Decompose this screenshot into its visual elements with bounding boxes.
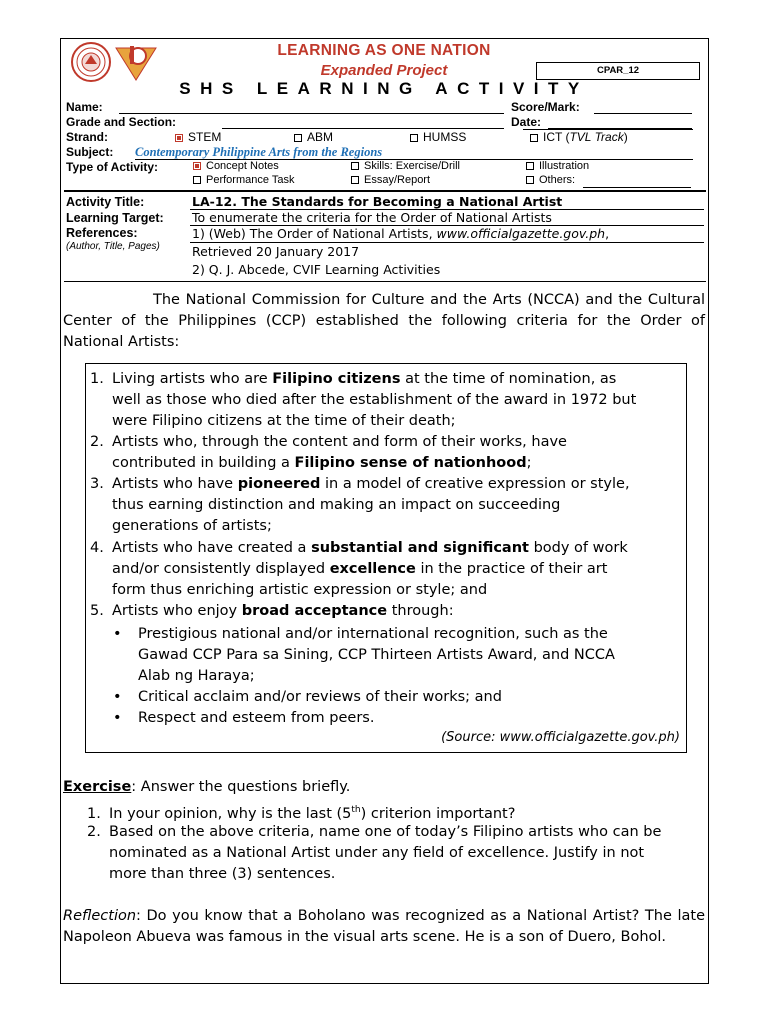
exercise-heading: Exercise: Answer the questions briefly. (63, 779, 351, 795)
strand-humss[interactable]: HUMSS (410, 130, 466, 144)
strand-label: Strand: (66, 130, 108, 144)
reference-1: 1) (Web) The Order of National Artists, www.officialgazette.gov.ph, (192, 226, 610, 241)
bullet-critical-acclaim: • Critical acclaim and/or reviews of their works; and (113, 689, 502, 705)
date-label: Date: (511, 115, 542, 129)
score-label: Score/Mark: (511, 100, 580, 114)
checkbox-icon[interactable] (410, 134, 418, 142)
source-citation: (Source: www.officialgazette.gov.ph) (441, 730, 680, 745)
references-separator (64, 281, 706, 282)
activity-type-label: Type of Activity: (66, 160, 159, 174)
subject-label: Subject: (66, 145, 114, 159)
bullet-recognition: • Prestigious national and/or international recognition, such as the Gawad CCP Para sa Sining, CCP Thirteen Artists Award, and NCCA Alab ng Haraya; (113, 626, 615, 684)
strand-stem[interactable]: STEM (175, 130, 221, 144)
bullet-respect: • Respect and esteem from peers. (113, 710, 375, 726)
checkbox-icon[interactable] (530, 134, 538, 142)
activity-title-label: Activity Title: (66, 195, 145, 209)
score-field[interactable] (594, 113, 692, 114)
type-exercise-drill[interactable]: Skills: Exercise/Drill (351, 160, 460, 172)
sheet-title: SHS LEARNING ACTIVITY (179, 79, 589, 98)
activity-title-value: LA-12. The Standards for Becoming a National Artist (192, 194, 563, 209)
grade-section-label: Grade and Section: (66, 115, 177, 129)
learning-target-value: To enumerate the criteria for the Order of National Artists (192, 210, 552, 225)
grade-section-field[interactable] (222, 128, 504, 129)
checkbox-icon[interactable] (526, 176, 534, 184)
checkbox-icon[interactable] (526, 162, 534, 170)
intro-paragraph: The National Commission for Culture and the Arts (NCCA) and the Cultural Center of the Philippines (CCP) established the following criteria for the Order of National Artists: (63, 292, 705, 350)
ict-divider (523, 129, 693, 130)
reference-1-retrieved: Retrieved 20 January 2017 (192, 244, 360, 259)
strand-abm[interactable]: ABM (294, 130, 333, 144)
references-label: References: (66, 226, 138, 240)
program-subtitle: Expanded Project (320, 62, 448, 79)
checkbox-icon[interactable] (193, 176, 201, 184)
criterion-4: 4. Artists who have created a substantial and significant body of work and/or consistently displayed excellence in the practice of their art form thus enriching artistic expression or style; and (90, 540, 628, 598)
learning-target-label: Learning Target: (66, 211, 164, 225)
criterion-2: 2. Artists who, through the content and form of their works, have contributed in building a Filipino sense of nationhood; (90, 434, 567, 471)
reference-2: 2) Q. J. Abcede, CVIF Learning Activities (192, 262, 441, 277)
strand-ict[interactable]: ICT (TVL Track) (530, 130, 628, 144)
name-label: Name: (66, 100, 103, 114)
type-others[interactable]: Others: (526, 174, 575, 186)
checkbox-icon[interactable] (351, 162, 359, 170)
name-field[interactable] (119, 113, 504, 114)
criterion-5: 5. Artists who enjoy broad acceptance through: (90, 603, 454, 619)
criterion-1: 1. Living artists who are Filipino citizens at the time of nomination, as well as those who died after the establishment of the award in 1972 but were Filipino citizens at the time of their death; (90, 371, 637, 429)
program-title: LEARNING AS ONE NATION (277, 42, 491, 59)
sheet-code: CPAR_12 (536, 62, 700, 80)
reflection-paragraph: Reflection: Do you know that a Boholano was recognized as a National Artist? The late Napoleon Abueva was famous in the visual arts scene. He is a son of Duero, Bohol. (63, 908, 705, 945)
type-essay-report[interactable]: Essay/Report (351, 174, 430, 186)
checkbox-icon[interactable] (351, 176, 359, 184)
question-1: 1. In your opinion, why is the last (5th) criterion important? (87, 805, 516, 822)
criterion-3: 3. Artists who have pioneered in a model of creative expression or style, thus earning distinction and making an impact on succeeding generations of artists; (90, 476, 630, 534)
references-note: (Author, Title, Pages) (66, 241, 160, 252)
subject-value: Contemporary Philippine Arts from the Regions (135, 145, 383, 159)
type-illustration[interactable]: Illustration (526, 160, 589, 172)
checkbox-icon[interactable] (294, 134, 302, 142)
checked-checkbox-icon[interactable] (193, 162, 201, 170)
checked-checkbox-icon[interactable] (175, 134, 183, 142)
question-2: 2. Based on the above criteria, name one of today’s Filipino artists who can be nominated as a National Artist under any field of excellence. Justify in not more than three (3) sentences. (87, 824, 662, 882)
header-separator (64, 190, 706, 192)
type-performance-task[interactable]: Performance Task (193, 174, 294, 186)
others-field[interactable] (583, 187, 691, 188)
type-concept-notes[interactable]: Concept Notes (193, 160, 279, 172)
reference-1-underline (190, 242, 704, 243)
